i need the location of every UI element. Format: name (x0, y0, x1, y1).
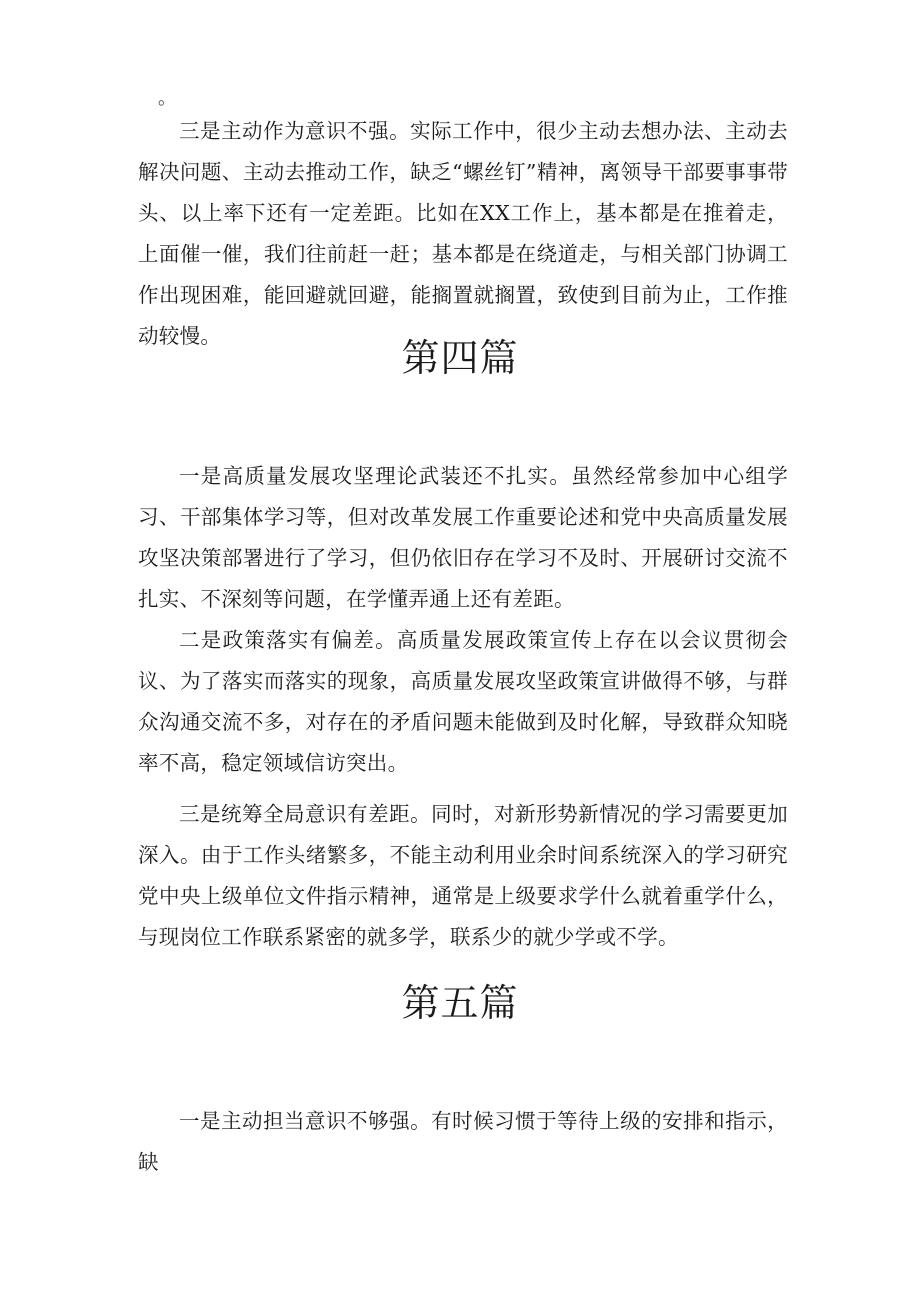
section-5-paragraph-1: 一是主动担当意识不够强。有时候习惯于等待上级的安排和指示，缺 (138, 1109, 788, 1174)
section-4-heading: 第四篇 (401, 336, 519, 380)
top-paragraph: 三是主动作为意识不强。实际工作中，很少主动去想办法、主动去解决问题、主动去推动工作，缺乏“螺丝钉”精神，离领导干部要事事带头、以上率下还有一定差距。比如在XX工作上，基本都是在推着走，上面催一催，我们往前赶一赶；基本都是在绕道走，与相关部门协调工作出现困难，能回避就回避，能搁置就搁置，致使到目前为止，工作推动较慢。 (138, 119, 788, 348)
section-4-paragraph-2: 二是政策落实有偏差。高质量发展政策宣传上存在以会议贯彻会议、为了落实而落实的现象，高质量发展攻坚政策宣讲做得不够，与群众沟通交流不多，对存在的矛盾问题未能做到及时化解，导致群众知晓率不高，稳定领域信访突出。 (138, 628, 788, 775)
leading-punctuation: 。 (158, 88, 176, 109)
section-4-paragraph-3: 三是统筹全局意识有差距。同时，对新形势新情况的学习需要更加深入。由于工作头绪繁多，不能主动利用业余时间系统深入的学习研究党中央上级单位文件指示精神，通常是上级要求学什么就着重学什么，与现岗位工作联系紧密的就多学，联系少的就少学或不学。 (138, 802, 788, 949)
section-4-paragraph-1: 一是高质量发展攻坚理论武装还不扎实。虽然经常参加中心组学习、干部集体学习等，但对改革发展工作重要论述和党中央高质量发展攻坚决策部署进行了学习，但仍依旧存在学习不及时、开展研讨交流不扎实、不深刻等问题，在学懂弄通上还有差距。 (138, 464, 788, 611)
section-5-heading: 第五篇 (401, 981, 519, 1025)
